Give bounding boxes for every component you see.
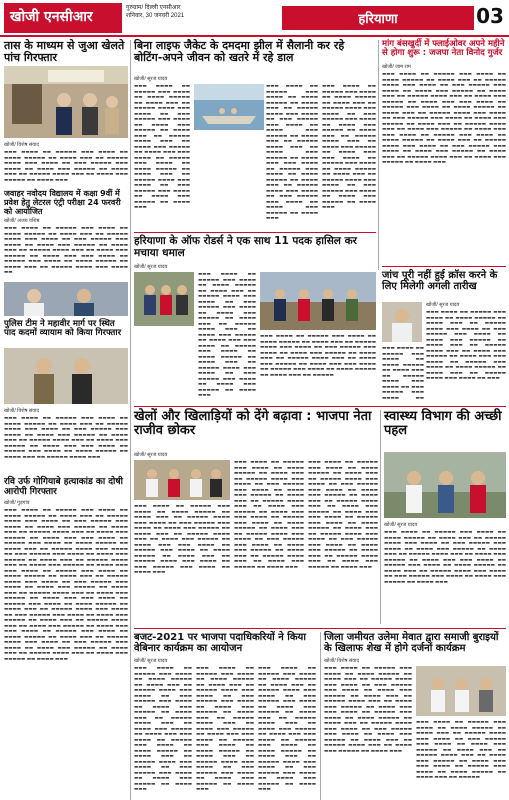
- story-body: ▬▬▬ ▬▬▬▬ ▬▬ ▬▬▬▬▬ ▬▬▬ ▬▬▬▬ ▬▬ ▬▬▬▬ ▬▬▬▬▬ ▬▬ ▬▬▬▬ ▬▬▬ ▬▬ ▬▬▬▬▬ ▬▬▬▬ ▬▬▬ ▬▬▬▬ ▬▬ ▬▬▬ ▬▬▬▬▬ ▬▬▬ ▬▬▬▬ ▬▬ ▬▬▬▬ ▬▬▬ ▬▬▬▬▬ ▬▬ ▬▬▬▬ ▬▬▬ ▬▬ ▬▬▬▬▬ ▬▬▬▬ ▬▬▬ ▬▬ ▬▬▬▬ ▬▬▬ ▬▬▬▬▬ ▬▬ ▬▬▬▬ ▬▬▬ ▬▬▬ ▬▬▬▬ ▬▬ ▬▬▬▬▬ ▬▬▬ ▬▬▬▬ ▬▬ ▬▬▬▬ ▬▬▬▬▬ ▬▬ ▬▬▬▬ ▬▬▬ ▬▬ ▬▬▬▬▬ ▬▬▬▬ ▬▬▬ ▬▬▬▬ ▬▬ ▬▬▬ ▬▬▬▬▬ ▬▬▬ ▬▬▬▬ ▬▬ ▬▬▬▬ ▬▬▬ ▬▬▬▬▬ ▬▬ ▬▬▬▬ ▬▬▬ ▬▬ ▬▬▬▬▬ ▬▬▬▬ ▬▬▬ ▬▬ ▬▬▬▬ ▬▬▬ ▬▬▬▬▬ ▬▬ ▬▬▬▬ ▬▬▬ ▬▬▬ ▬▬▬▬ ▬▬ ▬▬▬▬▬ ▬▬▬ ▬▬▬▬ ▬▬ ▬▬▬▬ ▬▬▬▬▬ ▬▬ ▬▬▬▬ ▬▬▬ ▬▬ ▬▬▬▬▬ ▬▬▬▬ ▬▬▬ ▬▬▬▬ ▬▬ ▬▬▬ ▬▬▬▬▬ ▬▬▬ ▬▬▬▬ ▬▬ ▬▬▬▬ ▬▬▬ ▬▬▬▬▬ ▬▬ ▬▬▬▬ ▬▬▬ ▬▬ ▬▬▬▬▬ ▬▬▬▬ ▬▬▬ ▬▬ ▬▬▬▬ ▬▬▬ ▬▬▬▬▬ ▬▬ ▬▬▬▬ ▬▬▬: [382, 72, 506, 165]
- news-photo: [4, 66, 128, 138]
- story-headline: पुलिस टीम ने महावीर मार्ग पर स्थित पाद कदमों व्यायाम को किया गिरफ्तार: [4, 319, 122, 339]
- story-body: ▬▬▬ ▬▬▬▬ ▬▬ ▬▬▬▬▬ ▬▬▬ ▬▬▬▬ ▬▬ ▬▬▬▬ ▬▬▬▬▬ ▬▬ ▬▬▬▬ ▬▬▬ ▬▬ ▬▬▬▬▬ ▬▬▬▬ ▬▬▬ ▬▬▬▬ ▬▬ ▬▬▬ ▬▬▬▬▬ ▬▬▬ ▬▬▬▬ ▬▬ ▬▬▬▬ ▬▬▬ ▬▬▬▬▬ ▬▬ ▬▬▬▬ ▬▬▬ ▬▬ ▬▬▬▬▬ ▬▬▬▬ ▬▬▬ ▬▬ ▬▬▬▬ ▬▬▬ ▬▬▬▬▬ ▬▬ ▬▬▬▬ ▬▬▬ ▬▬▬ ▬▬▬▬ ▬▬ ▬▬▬▬▬ ▬▬▬ ▬▬▬▬ ▬▬ ▬▬▬▬ ▬▬▬▬▬ ▬▬ ▬▬▬▬ ▬▬▬ ▬▬ ▬▬▬▬▬ ▬▬▬▬ ▬▬▬ ▬▬▬▬ ▬▬ ▬▬▬ ▬▬▬▬▬ ▬▬▬ ▬▬▬▬ ▬▬ ▬▬▬▬ ▬▬▬ ▬▬▬▬▬ ▬▬ ▬▬▬▬ ▬▬▬: [258, 666, 316, 792]
- story-headline: जिला जमीयत उलेमा मेवात द्वारा समाजी बुराइयों के खिलाफ शेख में होगे दर्जनों कार्यक्रम: [324, 632, 499, 654]
- news-photo: [134, 272, 194, 326]
- story-headline: रवि उर्फ गोगियाबे हत्याकांड का दोषी आरोपी गिरफ्तार: [4, 477, 123, 497]
- story-byline: खोजी/ विशेष संवाद: [4, 408, 40, 414]
- story-body: ▬▬▬ ▬▬▬▬ ▬▬ ▬▬▬▬▬ ▬▬▬ ▬▬▬▬ ▬▬ ▬▬▬▬ ▬▬▬▬▬ ▬▬ ▬▬▬▬ ▬▬▬ ▬▬ ▬▬▬▬▬ ▬▬▬▬ ▬▬▬ ▬▬▬▬ ▬▬ ▬▬▬ ▬▬▬▬▬ ▬▬▬ ▬▬▬▬ ▬▬ ▬▬▬▬ ▬▬▬ ▬▬▬▬▬ ▬▬ ▬▬▬▬ ▬▬▬ ▬▬ ▬▬▬▬▬ ▬▬▬▬ ▬▬▬ ▬▬ ▬▬▬▬ ▬▬▬ ▬▬▬▬▬ ▬▬ ▬▬▬▬ ▬▬▬ ▬▬▬ ▬▬▬▬ ▬▬ ▬▬▬▬▬ ▬▬▬ ▬▬▬▬ ▬▬ ▬▬▬▬ ▬▬▬▬▬ ▬▬ ▬▬▬▬ ▬▬▬ ▬▬ ▬▬▬▬▬ ▬▬▬▬ ▬▬▬ ▬▬▬▬ ▬▬ ▬▬▬ ▬▬▬▬▬ ▬▬▬ ▬▬▬▬ ▬▬ ▬▬▬▬ ▬▬▬ ▬▬▬▬▬ ▬▬ ▬▬▬▬ ▬▬▬ ▬▬ ▬▬▬▬▬ ▬▬▬▬ ▬▬▬ ▬▬ ▬▬▬▬ ▬▬▬ ▬▬▬▬▬ ▬▬ ▬▬▬▬ ▬▬▬ ▬▬▬ ▬▬▬▬ ▬▬ ▬▬▬▬▬ ▬▬▬ ▬▬▬▬ ▬▬ ▬▬▬▬ ▬▬▬▬▬ ▬▬ ▬▬▬▬ ▬▬▬ ▬▬ ▬▬▬▬▬ ▬▬▬▬ ▬▬▬ ▬▬▬▬ ▬▬ ▬▬▬ ▬▬▬▬▬ ▬▬▬ ▬▬▬▬ ▬▬ ▬▬▬▬ ▬▬▬ ▬▬▬▬▬ ▬▬ ▬▬▬▬ ▬▬▬ ▬▬ ▬▬▬▬▬ ▬▬▬▬ ▬▬▬ ▬▬ ▬▬▬▬ ▬▬▬ ▬▬▬▬▬ ▬▬ ▬▬▬▬ ▬▬▬ ▬▬▬ ▬▬▬▬ ▬▬ ▬▬▬▬▬ ▬▬▬ ▬▬▬▬ ▬▬ ▬▬▬▬ ▬▬▬▬▬ ▬▬ ▬▬▬▬ ▬▬▬ ▬▬ ▬▬▬▬▬ ▬▬▬▬ ▬▬▬ ▬▬▬▬ ▬▬ ▬▬▬ ▬▬▬▬▬ ▬▬▬ ▬▬▬▬ ▬▬ ▬▬▬▬ ▬▬▬ ▬▬▬▬▬ ▬▬ ▬▬▬▬ ▬▬▬ ▬▬ ▬▬▬▬▬ ▬▬▬▬ ▬▬▬ ▬▬ ▬▬▬▬ ▬▬▬ ▬▬▬▬▬ ▬▬ ▬▬▬▬ ▬▬▬ ▬▬▬ ▬▬▬▬ ▬▬ ▬▬▬▬▬ ▬▬▬ ▬▬▬▬ ▬▬ ▬▬▬▬ ▬▬▬▬▬ ▬▬ ▬▬▬▬ ▬▬▬ ▬▬ ▬▬▬▬▬ ▬▬▬▬ ▬▬▬ ▬▬▬▬ ▬▬ ▬▬▬ ▬▬▬▬▬ ▬▬▬ ▬▬▬▬ ▬▬ ▬▬▬▬ ▬▬▬ ▬▬▬▬▬ ▬▬ ▬▬▬▬ ▬▬▬ ▬▬ ▬▬▬▬▬ ▬▬▬▬ ▬▬▬ ▬▬ ▬▬▬▬ ▬▬▬ ▬▬▬▬▬ ▬▬ ▬▬▬▬ ▬▬▬: [4, 508, 128, 662]
- story-headline: खेलों और खिलाड़ियों को देंगे बढ़ावा : भाजपा नेता राजीव छोकर: [134, 409, 372, 439]
- story-body: ▬▬▬ ▬▬▬▬ ▬▬ ▬▬▬▬▬ ▬▬▬ ▬▬▬▬ ▬▬ ▬▬▬▬ ▬▬▬▬▬ ▬▬ ▬▬▬▬ ▬▬▬ ▬▬ ▬▬▬▬▬ ▬▬▬▬ ▬▬▬ ▬▬▬▬ ▬▬ ▬▬▬ ▬▬▬▬▬ ▬▬▬ ▬▬▬▬ ▬▬ ▬▬▬▬ ▬▬▬ ▬▬▬▬▬ ▬▬ ▬▬▬▬ ▬▬▬ ▬▬ ▬▬▬▬▬ ▬▬▬▬ ▬▬▬ ▬▬ ▬▬▬▬ ▬▬▬ ▬▬▬▬▬ ▬▬ ▬▬▬▬ ▬▬▬ ▬▬▬ ▬▬▬▬ ▬▬ ▬▬▬▬▬ ▬▬▬ ▬▬▬▬ ▬▬ ▬▬▬▬ ▬▬▬▬▬ ▬▬ ▬▬▬▬ ▬▬▬ ▬▬ ▬▬▬▬▬ ▬▬▬▬ ▬▬▬ ▬▬▬▬ ▬▬ ▬▬▬ ▬▬▬▬▬ ▬▬▬ ▬▬▬▬ ▬▬ ▬▬▬▬ ▬▬▬ ▬▬▬▬▬ ▬▬ ▬▬▬▬ ▬▬▬: [134, 666, 192, 792]
- story-body: ▬▬▬ ▬▬▬▬ ▬▬ ▬▬▬▬▬ ▬▬▬ ▬▬▬▬ ▬▬ ▬▬▬▬ ▬▬▬▬▬ ▬▬ ▬▬▬▬ ▬▬▬ ▬▬ ▬▬▬▬▬ ▬▬▬▬ ▬▬▬ ▬▬▬▬ ▬▬ ▬▬▬ ▬▬▬▬▬ ▬▬▬ ▬▬▬▬ ▬▬ ▬▬▬▬ ▬▬▬ ▬▬▬▬▬ ▬▬ ▬▬▬▬ ▬▬▬ ▬▬ ▬▬▬▬▬ ▬▬▬▬ ▬▬▬ ▬▬ ▬▬▬▬ ▬▬▬ ▬▬▬▬▬ ▬▬ ▬▬▬▬ ▬▬▬ ▬▬▬ ▬▬▬▬ ▬▬ ▬▬▬▬▬ ▬▬▬ ▬▬▬▬ ▬▬ ▬▬▬▬ ▬▬▬▬▬ ▬▬ ▬▬▬▬ ▬▬▬ ▬▬ ▬▬▬▬▬ ▬▬▬▬ ▬▬▬: [4, 416, 128, 460]
- column-divider: [320, 632, 321, 800]
- edition-meta: [126, 4, 276, 20]
- story-byline: खोजी/ सूरज यादव: [134, 264, 168, 270]
- story-body: ▬▬▬ ▬▬▬▬ ▬▬ ▬▬▬▬▬ ▬▬▬ ▬▬▬▬ ▬▬ ▬▬▬▬ ▬▬▬▬▬ ▬▬ ▬▬▬▬ ▬▬▬ ▬▬ ▬▬▬▬▬ ▬▬▬▬ ▬▬▬ ▬▬▬▬ ▬▬ ▬▬▬ ▬▬▬▬▬ ▬▬▬ ▬▬▬▬ ▬▬ ▬▬▬▬ ▬▬▬ ▬▬▬▬▬ ▬▬ ▬▬▬▬ ▬▬▬ ▬▬ ▬▬▬▬▬ ▬▬▬▬ ▬▬▬ ▬▬ ▬▬▬▬ ▬▬▬ ▬▬▬▬▬ ▬▬ ▬▬▬▬ ▬▬▬ ▬▬▬ ▬▬▬▬ ▬▬ ▬▬▬▬▬ ▬▬▬ ▬▬▬▬ ▬▬ ▬▬▬▬ ▬▬▬▬▬ ▬▬ ▬▬▬▬ ▬▬▬ ▬▬ ▬▬▬▬▬ ▬▬▬▬ ▬▬▬ ▬▬▬▬ ▬▬ ▬▬▬ ▬▬▬▬▬ ▬▬▬ ▬▬▬▬ ▬▬ ▬▬▬▬ ▬▬▬: [134, 504, 230, 575]
- news-photo: [260, 272, 376, 330]
- logo-text: खोजी एनसीआर: [10, 9, 93, 25]
- news-photo: [416, 666, 506, 716]
- news-photo: [4, 348, 128, 404]
- news-photo: [382, 302, 422, 342]
- masthead: [0, 0, 509, 36]
- story-divider: [382, 266, 506, 267]
- story-headline: मांग बंसखुर्दी में फ्लाईओवर अपने महीने से होगा शुरू : जजपा नेता विनोद गुर्जर: [382, 39, 505, 59]
- story-headline: बिना लाइफ जैकेट के दमदमा झील में सैलानी कर रहे बोटिंग-अपने जीवन को खतरे में रहे डाल: [134, 39, 345, 65]
- story-byline: खोजी/ सूरज यादव: [134, 658, 168, 664]
- story-byline: खोजी/ सूरज यादव: [134, 76, 168, 82]
- story-body: ▬▬▬ ▬▬▬▬ ▬▬ ▬▬▬▬▬ ▬▬▬ ▬▬▬▬ ▬▬ ▬▬▬▬ ▬▬▬▬▬ ▬▬ ▬▬▬▬ ▬▬▬ ▬▬ ▬▬▬▬▬ ▬▬▬▬ ▬▬▬ ▬▬▬▬ ▬▬ ▬▬▬ ▬▬▬▬▬ ▬▬▬ ▬▬▬▬ ▬▬ ▬▬▬▬ ▬▬▬ ▬▬▬▬▬ ▬▬ ▬▬▬▬ ▬▬▬ ▬▬ ▬▬▬▬▬ ▬▬▬▬ ▬▬▬ ▬▬ ▬▬▬▬ ▬▬▬ ▬▬▬▬▬ ▬▬ ▬▬▬▬ ▬▬▬ ▬▬▬ ▬▬▬▬ ▬▬ ▬▬▬▬▬ ▬▬▬ ▬▬▬▬ ▬▬ ▬▬▬▬ ▬▬▬▬▬ ▬▬ ▬▬▬▬ ▬▬▬ ▬▬ ▬▬▬▬▬ ▬▬▬▬ ▬▬▬ ▬▬▬▬ ▬▬ ▬▬▬ ▬▬▬▬▬ ▬▬▬ ▬▬▬▬ ▬▬ ▬▬▬▬ ▬▬▬ ▬▬▬▬▬ ▬▬ ▬▬▬▬ ▬▬▬: [322, 84, 376, 210]
- masthead-rule: [0, 35, 509, 37]
- edition-date: शनिवार, 30 जनवरी 2021: [126, 13, 185, 19]
- story-body: ▬▬▬ ▬▬▬▬ ▬▬ ▬▬▬▬▬ ▬▬▬ ▬▬▬▬ ▬▬ ▬▬▬▬ ▬▬▬▬▬ ▬▬ ▬▬▬▬ ▬▬▬ ▬▬ ▬▬▬▬▬ ▬▬▬▬ ▬▬▬ ▬▬▬▬ ▬▬ ▬▬▬ ▬▬▬▬▬ ▬▬▬ ▬▬▬▬ ▬▬ ▬▬▬▬ ▬▬▬ ▬▬▬▬▬ ▬▬ ▬▬▬▬ ▬▬▬ ▬▬ ▬▬▬▬▬ ▬▬▬▬ ▬▬▬ ▬▬ ▬▬▬▬ ▬▬▬ ▬▬▬▬▬ ▬▬ ▬▬▬▬ ▬▬▬ ▬▬▬ ▬▬▬▬ ▬▬ ▬▬▬▬▬ ▬▬▬ ▬▬▬▬ ▬▬ ▬▬▬▬ ▬▬▬▬▬ ▬▬ ▬▬▬▬ ▬▬▬ ▬▬ ▬▬▬▬▬ ▬▬▬▬ ▬▬▬ ▬▬▬▬ ▬▬ ▬▬▬ ▬▬▬▬▬ ▬▬▬ ▬▬▬▬ ▬▬ ▬▬▬▬ ▬▬▬ ▬▬▬▬▬ ▬▬ ▬▬▬▬ ▬▬▬ ▬▬ ▬▬▬▬▬ ▬▬▬▬ ▬▬▬ ▬▬ ▬▬▬▬ ▬▬▬ ▬▬▬▬▬ ▬▬ ▬▬▬▬ ▬▬▬: [308, 460, 378, 570]
- story-byline: खोजी/ अजय वशिष्ठ: [4, 218, 40, 224]
- section-title: हरियाणा: [358, 12, 398, 27]
- news-photo: [194, 84, 264, 130]
- column-divider: [130, 40, 131, 800]
- story-body: ▬▬▬ ▬▬▬▬ ▬▬ ▬▬▬▬▬ ▬▬▬ ▬▬▬▬ ▬▬ ▬▬▬▬ ▬▬▬▬▬ ▬▬ ▬▬▬▬ ▬▬▬ ▬▬ ▬▬▬▬▬ ▬▬▬▬ ▬▬▬ ▬▬▬▬ ▬▬ ▬▬▬ ▬▬▬▬▬ ▬▬▬ ▬▬▬▬ ▬▬ ▬▬▬▬ ▬▬▬ ▬▬▬▬▬ ▬▬ ▬▬▬▬ ▬▬▬ ▬▬ ▬▬▬▬▬ ▬▬▬▬ ▬▬▬ ▬▬ ▬▬▬▬ ▬▬▬ ▬▬▬▬▬ ▬▬ ▬▬▬▬ ▬▬▬ ▬▬▬ ▬▬▬▬ ▬▬ ▬▬▬▬▬ ▬▬▬ ▬▬▬▬ ▬▬ ▬▬▬▬ ▬▬▬▬▬ ▬▬ ▬▬▬▬ ▬▬▬ ▬▬ ▬▬▬▬▬: [260, 334, 376, 378]
- story-byline: खोजी/ जाम राम: [382, 64, 411, 70]
- story-byline: खोजी/ विशेष संवाद: [4, 142, 40, 148]
- story-divider: [134, 406, 506, 407]
- story-body: ▬▬▬ ▬▬▬▬ ▬▬ ▬▬▬▬▬ ▬▬▬ ▬▬▬▬ ▬▬ ▬▬▬▬ ▬▬▬▬▬ ▬▬ ▬▬▬▬ ▬▬▬ ▬▬ ▬▬▬▬▬ ▬▬▬▬ ▬▬▬ ▬▬▬▬ ▬▬ ▬▬▬ ▬▬▬▬▬ ▬▬▬ ▬▬▬▬ ▬▬ ▬▬▬▬ ▬▬▬ ▬▬▬▬▬ ▬▬ ▬▬▬▬ ▬▬▬ ▬▬ ▬▬▬▬▬ ▬▬▬▬ ▬▬▬ ▬▬ ▬▬▬▬ ▬▬▬ ▬▬▬▬▬ ▬▬ ▬▬▬▬ ▬▬▬: [4, 150, 128, 183]
- edition-city: गुरुग्राम/ दिल्ली एनसीआर: [126, 5, 181, 11]
- column-divider: [380, 410, 381, 624]
- story-divider: [134, 628, 506, 629]
- story-body: ▬▬▬ ▬▬▬▬ ▬▬ ▬▬▬▬▬ ▬▬▬ ▬▬▬▬ ▬▬ ▬▬▬▬ ▬▬▬▬▬ ▬▬ ▬▬▬▬ ▬▬▬ ▬▬ ▬▬▬▬▬ ▬▬▬▬ ▬▬▬ ▬▬▬▬ ▬▬ ▬▬▬ ▬▬▬▬▬ ▬▬▬ ▬▬▬▬ ▬▬ ▬▬▬▬ ▬▬▬ ▬▬▬▬▬ ▬▬ ▬▬▬▬ ▬▬▬ ▬▬ ▬▬▬▬▬ ▬▬▬▬ ▬▬▬ ▬▬ ▬▬▬▬ ▬▬▬ ▬▬▬▬▬ ▬▬ ▬▬▬▬ ▬▬▬ ▬▬▬ ▬▬▬▬ ▬▬ ▬▬▬▬▬ ▬▬▬ ▬▬▬▬ ▬▬ ▬▬▬▬ ▬▬▬▬▬ ▬▬ ▬▬▬▬ ▬▬▬ ▬▬ ▬▬▬▬▬ ▬▬▬▬ ▬▬▬ ▬▬▬▬ ▬▬ ▬▬▬ ▬▬▬▬▬ ▬▬▬ ▬▬▬▬ ▬▬ ▬▬▬▬ ▬▬▬ ▬▬▬▬▬ ▬▬ ▬▬▬▬ ▬▬▬: [384, 530, 506, 585]
- story-byline: खोजी/ सूरज यादव: [426, 302, 460, 308]
- story-byline: खोजी/ सूरज यादव: [134, 452, 168, 458]
- story-body: ▬▬▬ ▬▬▬▬ ▬▬ ▬▬▬▬▬ ▬▬▬ ▬▬▬▬ ▬▬ ▬▬▬▬ ▬▬▬▬▬ ▬▬ ▬▬▬▬ ▬▬▬ ▬▬ ▬▬▬▬▬ ▬▬▬▬ ▬▬▬ ▬▬▬▬ ▬▬ ▬▬▬ ▬▬▬▬▬ ▬▬▬ ▬▬▬▬ ▬▬: [382, 346, 424, 401]
- section-banner: [282, 6, 474, 30]
- story-body: ▬▬▬ ▬▬▬▬ ▬▬ ▬▬▬▬▬ ▬▬▬ ▬▬▬▬ ▬▬ ▬▬▬▬ ▬▬▬▬▬ ▬▬ ▬▬▬▬ ▬▬▬ ▬▬ ▬▬▬▬▬ ▬▬▬▬ ▬▬▬ ▬▬▬▬ ▬▬ ▬▬▬ ▬▬▬▬▬ ▬▬▬ ▬▬▬▬ ▬▬ ▬▬▬▬ ▬▬▬ ▬▬▬▬▬ ▬▬ ▬▬▬▬ ▬▬▬ ▬▬ ▬▬▬▬▬ ▬▬▬▬ ▬▬▬ ▬▬ ▬▬▬▬ ▬▬▬ ▬▬▬▬▬ ▬▬ ▬▬▬▬ ▬▬▬ ▬▬▬ ▬▬▬▬ ▬▬ ▬▬▬▬▬ ▬▬▬ ▬▬▬▬ ▬▬ ▬▬▬▬ ▬▬▬▬▬ ▬▬ ▬▬▬▬ ▬▬▬ ▬▬ ▬▬▬▬▬: [416, 720, 506, 780]
- story-body: ▬▬▬ ▬▬▬▬ ▬▬ ▬▬▬▬▬ ▬▬▬ ▬▬▬▬ ▬▬ ▬▬▬▬ ▬▬▬▬▬ ▬▬ ▬▬▬▬ ▬▬▬ ▬▬ ▬▬▬▬▬ ▬▬▬▬ ▬▬▬ ▬▬▬▬ ▬▬ ▬▬▬ ▬▬▬▬▬ ▬▬▬ ▬▬▬▬ ▬▬ ▬▬▬▬ ▬▬▬ ▬▬▬▬▬ ▬▬ ▬▬▬▬ ▬▬▬ ▬▬ ▬▬▬▬▬ ▬▬▬▬ ▬▬▬ ▬▬ ▬▬▬▬ ▬▬▬ ▬▬▬▬▬ ▬▬ ▬▬▬▬ ▬▬▬ ▬▬▬ ▬▬▬▬ ▬▬ ▬▬▬▬▬ ▬▬▬ ▬▬▬▬ ▬▬ ▬▬▬▬ ▬▬▬▬▬ ▬▬ ▬▬▬▬ ▬▬▬ ▬▬ ▬▬▬▬▬ ▬▬▬▬ ▬▬▬ ▬▬▬▬ ▬▬ ▬▬▬: [426, 310, 506, 381]
- story-byline: खोजी/ सूरज यादव: [384, 522, 418, 528]
- story-body: ▬▬▬ ▬▬▬▬ ▬▬ ▬▬▬▬▬ ▬▬▬ ▬▬▬▬ ▬▬ ▬▬▬▬ ▬▬▬▬▬ ▬▬ ▬▬▬▬ ▬▬▬ ▬▬ ▬▬▬▬▬ ▬▬▬▬ ▬▬▬ ▬▬▬▬ ▬▬ ▬▬▬ ▬▬▬▬▬ ▬▬▬ ▬▬▬▬ ▬▬ ▬▬▬▬ ▬▬▬ ▬▬▬▬▬ ▬▬ ▬▬▬▬ ▬▬▬ ▬▬ ▬▬▬▬▬ ▬▬▬▬ ▬▬▬ ▬▬ ▬▬▬▬ ▬▬▬ ▬▬▬▬▬ ▬▬ ▬▬▬▬ ▬▬▬ ▬▬▬ ▬▬▬▬ ▬▬ ▬▬▬▬▬ ▬▬▬ ▬▬▬▬ ▬▬ ▬▬▬▬ ▬▬▬▬▬ ▬▬ ▬▬▬▬ ▬▬▬ ▬▬ ▬▬▬▬▬ ▬▬▬▬ ▬▬▬ ▬▬▬▬ ▬▬: [4, 226, 128, 275]
- news-photo: [384, 452, 506, 518]
- story-headline: हरियाणा के ऑफ रोडर्स ने एक साथ 11 पदक हासिल कर मचाया धमाल: [134, 235, 357, 259]
- story-divider: [134, 232, 376, 233]
- story-byline: खोजी/ विशेष संवाद: [324, 658, 360, 664]
- story-body: ▬▬▬ ▬▬▬▬ ▬▬ ▬▬▬▬▬ ▬▬▬ ▬▬▬▬ ▬▬ ▬▬▬▬ ▬▬▬▬▬ ▬▬ ▬▬▬▬ ▬▬▬ ▬▬ ▬▬▬▬▬ ▬▬▬▬ ▬▬▬ ▬▬▬▬ ▬▬ ▬▬▬ ▬▬▬▬▬ ▬▬▬ ▬▬▬▬ ▬▬ ▬▬▬▬ ▬▬▬ ▬▬▬▬▬ ▬▬ ▬▬▬▬ ▬▬▬ ▬▬ ▬▬▬▬▬ ▬▬▬▬ ▬▬▬ ▬▬ ▬▬▬▬ ▬▬▬ ▬▬▬▬▬ ▬▬ ▬▬▬▬ ▬▬▬ ▬▬▬ ▬▬▬▬ ▬▬ ▬▬▬▬▬ ▬▬▬ ▬▬▬▬ ▬▬ ▬▬▬▬ ▬▬▬▬▬ ▬▬ ▬▬▬▬ ▬▬▬ ▬▬ ▬▬▬▬▬ ▬▬▬▬ ▬▬▬ ▬▬▬▬ ▬▬ ▬▬▬ ▬▬▬▬▬ ▬▬▬ ▬▬▬▬ ▬▬ ▬▬▬▬ ▬▬▬ ▬▬▬▬▬ ▬▬ ▬▬▬▬ ▬▬▬: [196, 666, 254, 792]
- story-body: ▬▬▬ ▬▬▬▬ ▬▬ ▬▬▬▬▬ ▬▬▬ ▬▬▬▬ ▬▬ ▬▬▬▬ ▬▬▬▬▬ ▬▬ ▬▬▬▬ ▬▬▬ ▬▬ ▬▬▬▬▬ ▬▬▬▬ ▬▬▬ ▬▬▬▬ ▬▬ ▬▬▬ ▬▬▬▬▬ ▬▬▬ ▬▬▬▬ ▬▬ ▬▬▬▬ ▬▬▬ ▬▬▬▬▬ ▬▬ ▬▬▬▬ ▬▬▬ ▬▬ ▬▬▬▬▬ ▬▬▬▬ ▬▬▬ ▬▬ ▬▬▬▬ ▬▬▬ ▬▬▬▬▬ ▬▬ ▬▬▬▬ ▬▬▬ ▬▬▬ ▬▬▬▬ ▬▬ ▬▬▬▬▬ ▬▬▬ ▬▬▬▬ ▬▬ ▬▬▬▬ ▬▬▬▬▬ ▬▬ ▬▬▬▬ ▬▬▬ ▬▬ ▬▬▬▬▬ ▬▬▬▬ ▬▬▬ ▬▬▬▬ ▬▬ ▬▬▬ ▬▬▬▬▬ ▬▬▬ ▬▬▬▬ ▬▬ ▬▬▬▬ ▬▬▬ ▬▬▬▬▬ ▬▬ ▬▬▬▬ ▬▬▬: [198, 272, 256, 398]
- story-headline: जांच पूरी नहीं हुई क्रॉस करने के लिए मिलेगी अगली तारीख: [382, 270, 498, 292]
- story-body: ▬▬▬ ▬▬▬▬ ▬▬ ▬▬▬▬▬ ▬▬▬ ▬▬▬▬ ▬▬ ▬▬▬▬ ▬▬▬▬▬ ▬▬ ▬▬▬▬ ▬▬▬ ▬▬ ▬▬▬▬▬ ▬▬▬▬ ▬▬▬ ▬▬▬▬ ▬▬ ▬▬▬ ▬▬▬▬▬ ▬▬▬ ▬▬▬▬ ▬▬ ▬▬▬▬ ▬▬▬ ▬▬▬▬▬ ▬▬ ▬▬▬▬ ▬▬▬ ▬▬ ▬▬▬▬▬ ▬▬▬▬ ▬▬▬ ▬▬ ▬▬▬▬ ▬▬▬ ▬▬▬▬▬ ▬▬ ▬▬▬▬ ▬▬▬ ▬▬▬ ▬▬▬▬ ▬▬ ▬▬▬▬▬ ▬▬▬ ▬▬▬▬ ▬▬ ▬▬▬▬ ▬▬▬▬▬ ▬▬ ▬▬▬▬ ▬▬▬ ▬▬ ▬▬▬▬▬ ▬▬▬▬ ▬▬▬ ▬▬▬▬ ▬▬ ▬▬▬ ▬▬▬▬▬ ▬▬▬ ▬▬▬▬ ▬▬ ▬▬▬▬ ▬▬▬ ▬▬▬▬▬ ▬▬ ▬▬▬▬ ▬▬▬ ▬▬ ▬▬▬▬▬ ▬▬▬▬ ▬▬▬ ▬▬ ▬▬▬▬ ▬▬▬ ▬▬▬▬▬ ▬▬ ▬▬▬▬ ▬▬▬: [234, 460, 304, 570]
- news-photo: [4, 282, 128, 316]
- story-headline: स्वास्थ्य विभाग की अच्छी पहल: [384, 409, 502, 439]
- page-number: 03: [476, 4, 504, 28]
- story-body: ▬▬▬ ▬▬▬▬ ▬▬ ▬▬▬▬▬ ▬▬▬ ▬▬▬▬ ▬▬ ▬▬▬▬ ▬▬▬▬▬ ▬▬ ▬▬▬▬ ▬▬▬ ▬▬ ▬▬▬▬▬ ▬▬▬▬ ▬▬▬ ▬▬▬▬ ▬▬ ▬▬▬ ▬▬▬▬▬ ▬▬▬ ▬▬▬▬ ▬▬ ▬▬▬▬ ▬▬▬ ▬▬▬▬▬ ▬▬ ▬▬▬▬ ▬▬▬ ▬▬ ▬▬▬▬▬ ▬▬▬▬ ▬▬▬ ▬▬ ▬▬▬▬ ▬▬▬ ▬▬▬▬▬ ▬▬ ▬▬▬▬ ▬▬▬ ▬▬▬ ▬▬▬▬ ▬▬ ▬▬▬▬▬ ▬▬▬ ▬▬▬▬ ▬▬ ▬▬▬▬ ▬▬▬▬▬ ▬▬ ▬▬▬▬ ▬▬▬ ▬▬ ▬▬▬▬▬ ▬▬▬▬ ▬▬▬ ▬▬▬▬ ▬▬ ▬▬▬ ▬▬▬▬▬ ▬▬▬ ▬▬▬▬ ▬▬ ▬▬▬▬ ▬▬▬ ▬▬▬▬▬ ▬▬ ▬▬▬▬ ▬▬▬ ▬▬ ▬▬▬▬▬ ▬▬▬▬ ▬▬▬ ▬▬ ▬▬▬▬ ▬▬▬ ▬▬▬▬▬ ▬▬ ▬▬▬▬ ▬▬▬: [324, 666, 412, 754]
- newspaper-logo: [4, 3, 122, 33]
- story-body: ▬▬▬ ▬▬▬▬ ▬▬ ▬▬▬▬▬ ▬▬▬ ▬▬▬▬ ▬▬ ▬▬▬▬ ▬▬▬▬▬ ▬▬ ▬▬▬▬ ▬▬▬ ▬▬ ▬▬▬▬▬ ▬▬▬▬ ▬▬▬ ▬▬▬▬ ▬▬ ▬▬▬ ▬▬▬▬▬ ▬▬▬ ▬▬▬▬ ▬▬ ▬▬▬▬ ▬▬▬ ▬▬▬▬▬ ▬▬ ▬▬▬▬ ▬▬▬ ▬▬ ▬▬▬▬▬ ▬▬▬▬ ▬▬▬ ▬▬ ▬▬▬▬ ▬▬▬ ▬▬▬▬▬ ▬▬ ▬▬▬▬ ▬▬▬ ▬▬▬ ▬▬▬▬ ▬▬ ▬▬▬▬▬ ▬▬▬ ▬▬▬▬ ▬▬ ▬▬▬▬ ▬▬▬▬▬ ▬▬ ▬▬▬▬ ▬▬▬ ▬▬ ▬▬▬▬▬ ▬▬▬▬ ▬▬▬ ▬▬▬▬ ▬▬ ▬▬▬ ▬▬▬▬▬ ▬▬▬ ▬▬▬▬ ▬▬ ▬▬▬▬ ▬▬▬ ▬▬▬▬▬ ▬▬ ▬▬▬▬ ▬▬▬: [134, 84, 190, 210]
- column-divider: [378, 40, 379, 270]
- story-headline: बजट-2021 पर भाजपा पदाधिकरियों ने किया वेबिनार कार्यक्रम का आयोजन: [134, 632, 306, 654]
- story-headline: जवाहर नवोदय विद्यालय में कक्षा 9वीं में प्रवेश हेतु लेटरल एंट्री परीक्षा 24 फरवरी को आयोजित: [4, 189, 121, 216]
- story-body: ▬▬▬ ▬▬▬▬ ▬▬ ▬▬▬▬▬ ▬▬▬ ▬▬▬▬ ▬▬ ▬▬▬▬ ▬▬▬▬▬ ▬▬ ▬▬▬▬ ▬▬▬ ▬▬ ▬▬▬▬▬ ▬▬▬▬ ▬▬▬ ▬▬▬▬ ▬▬ ▬▬▬ ▬▬▬▬▬ ▬▬▬ ▬▬▬▬ ▬▬ ▬▬▬▬ ▬▬▬ ▬▬▬▬▬ ▬▬ ▬▬▬▬ ▬▬▬ ▬▬ ▬▬▬▬▬ ▬▬▬▬ ▬▬▬ ▬▬ ▬▬▬▬ ▬▬▬ ▬▬▬▬▬ ▬▬ ▬▬▬▬ ▬▬▬ ▬▬▬ ▬▬▬▬ ▬▬ ▬▬▬▬▬ ▬▬▬ ▬▬▬▬ ▬▬ ▬▬▬▬ ▬▬▬▬▬ ▬▬ ▬▬▬▬ ▬▬▬ ▬▬ ▬▬▬▬▬ ▬▬▬▬ ▬▬▬ ▬▬▬▬ ▬▬ ▬▬▬ ▬▬▬▬▬ ▬▬▬ ▬▬▬▬ ▬▬ ▬▬▬▬ ▬▬▬ ▬▬▬▬▬ ▬▬ ▬▬▬▬ ▬▬▬: [266, 84, 318, 221]
- story-byline: खोजी/ गुड़गांव: [4, 500, 30, 506]
- news-photo: [134, 460, 230, 500]
- story-headline: तास के माध्यम से जुआ खेलते पांच गिरफ्तार: [4, 39, 125, 65]
